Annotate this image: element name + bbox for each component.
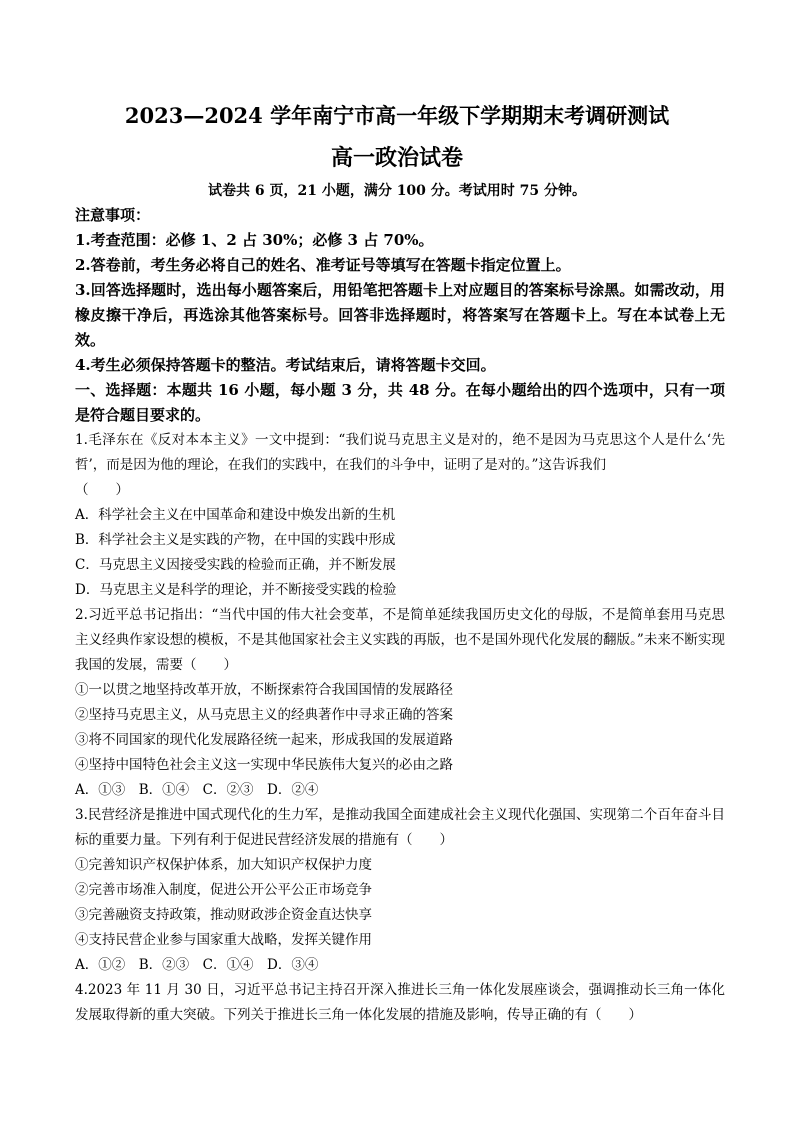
question-1-blank: （ ） <box>75 482 129 498</box>
note-item: 4.考生必须保持答题卡的整洁。考试结束后，请将答题卡交回。 <box>75 356 496 374</box>
note-item: 1.考查范围：必修 1、2 占 30%；必修 3 占 70%。 <box>75 231 434 249</box>
question-3-options: A．①② B．②③ C．①④ D．③④ <box>75 957 319 973</box>
question-1-option: D．马克思主义是科学的理论，并不断接受实践的检验 <box>75 582 397 598</box>
question-4-stem: 4.2023 年 11 月 30 日，习近平总书记主持召开深入推进长三角一体化发展座谈会，强调推动长三角一体化发展取得新的重大突破。下列关于推进长三角一体化发展的措施及影响，传导正确的有（ ） <box>75 982 725 1023</box>
question-1-option: C．马克思主义因接受实践的检验而正确，并不断发展 <box>75 557 396 573</box>
question-1-option: A．科学社会主义在中国革命和建设中焕发出新的生机 <box>75 507 396 523</box>
question-3-stem: 3.民营经济是推进中国式现代化的生力军，是推动我国全面建成社会主义现代化强国、实现第二个百年奋斗目标的重要力量。下列有利于促进民营经济发展的措施有（ ） <box>75 807 725 848</box>
exam-subtitle: 高一政治试卷 <box>330 145 463 171</box>
question-3-statement: ③完善融资支持政策，推动财政涉企资金直达快享 <box>75 907 372 923</box>
question-2-stem: 2.习近平总书记指出：“当代中国的伟大社会变革，不是简单延续我国历史文化的母版，不是简单套用马克思主义经典作家设想的模板，不是其他国家社会主义实践的再版，也不是国外现代化发展的翻版。”未来不断实现我国的发展，需要（ ） <box>75 607 725 673</box>
question-2-statement: ②坚持马克思主义，从马克思主义的经典著作中寻求正确的答案 <box>75 707 453 723</box>
note-item: 2.答卷前，考生务必将自己的姓名、准考证号等填写在答题卡指定位置上。 <box>75 256 571 274</box>
exam-info: 试卷共 6 页，21 小题，满分 100 分。考试用时 75 分钟。 <box>207 183 587 199</box>
question-1-stem: 1.毛泽东在《反对本本主义》一文中提到：“我们说马克思主义是对的，绝不是因为马克思这个人是什么‘先哲’，而是因为他的理论，在我们的实践中，在我们的斗争中，证明了是对的。”这告诉我们 <box>75 432 725 473</box>
note-item: 3.回答选择题时，选出每小题答案后，用铅笔把答题卡上对应题目的答案标号涂黑。如需改动，用橡皮擦干净后，再选涂其他答案标号。回答非选择题时，将答案写在答题卡上。写在本试卷上无效。 <box>75 281 725 349</box>
section-heading: 一、选择题：本题共 16 小题，每小题 3 分，共 48 分。在每小题给出的四个选项中，只有一项是符合题目要求的。 <box>75 381 725 424</box>
question-3-statement: ①完善知识产权保护体系，加大知识产权保护力度 <box>75 857 372 873</box>
question-2-statement: ①一以贯之地坚持改革开放，不断探索符合我国国情的发展路径 <box>75 682 453 698</box>
question-2-options: A．①③ B．①④ C．②③ D．②④ <box>75 782 319 798</box>
exam-content <box>75 203 725 1028</box>
question-1-option: B．科学社会主义是实践的产物，在中国的实践中形成 <box>75 532 396 548</box>
question-2-statement: ④坚持中国特色社会主义这一实现中华民族伟大复兴的必由之路 <box>75 757 453 773</box>
question-3-statement: ②完善市场准入制度，促进公开公平公正市场竞争 <box>75 882 372 898</box>
question-3-statement: ④支持民营企业参与国家重大战略，发挥关键作用 <box>75 932 372 948</box>
exam-title: 2023—2024 学年南宁市高一年级下学期期末考调研测试 <box>124 103 670 128</box>
notes-heading: 注意事项： <box>75 206 151 224</box>
question-2-statement: ③将不同国家的现代化发展路径统一起来，形成我国的发展道路 <box>75 732 453 748</box>
